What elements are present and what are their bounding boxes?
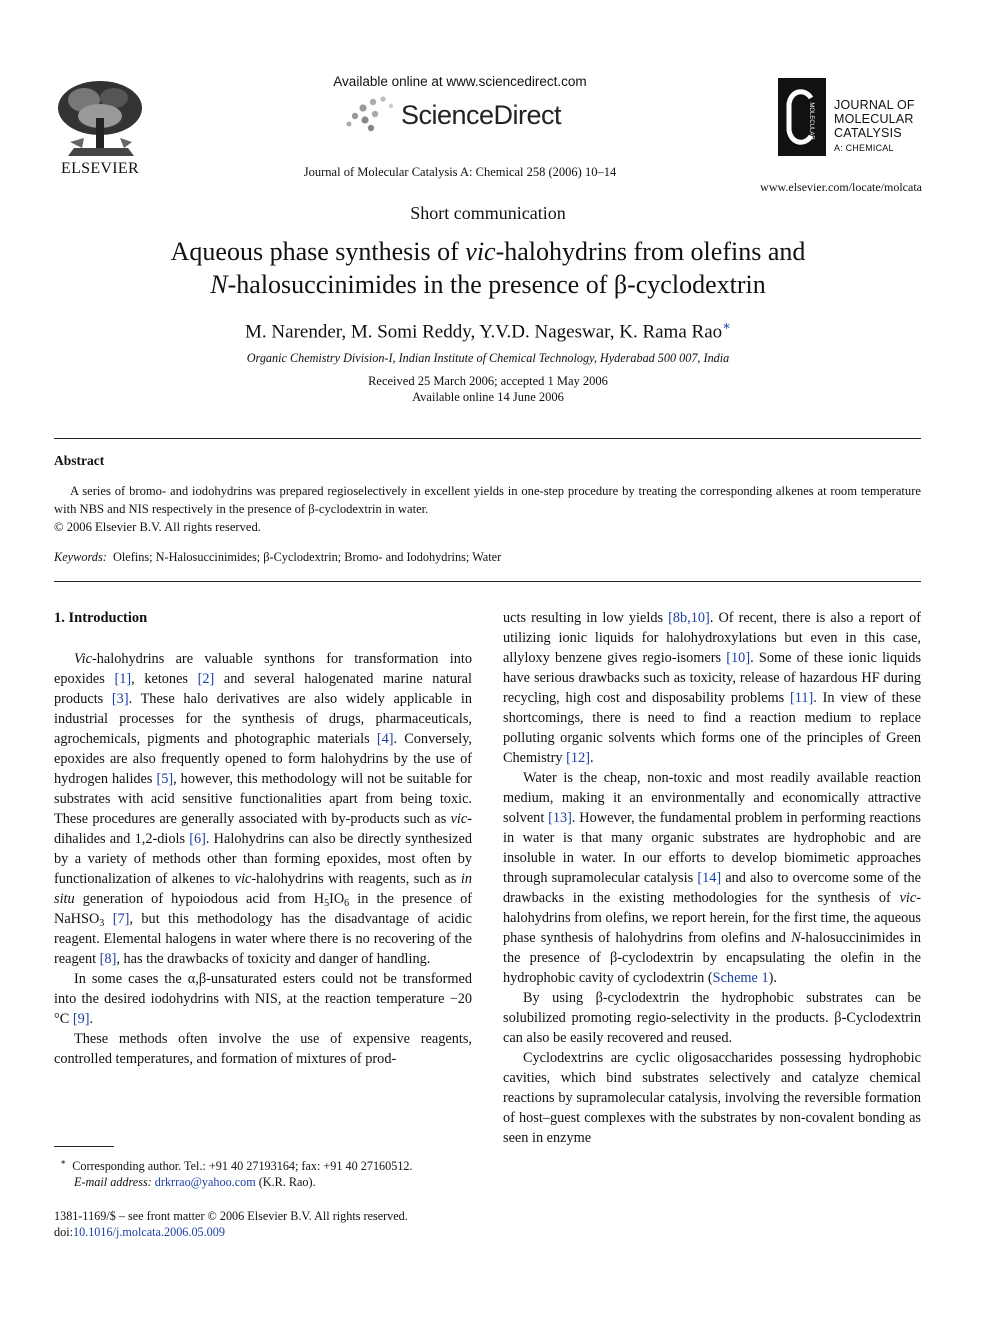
article-title	[0, 235, 976, 301]
citation-link[interactable]: [8]	[99, 951, 117, 967]
journal-c-icon	[781, 82, 821, 152]
paragraph: By using β-cyclodextrin the hydrophobic substrates can be solubilized promoting regio-selectivity in the products. β-Cyclodextrin can also be easily recovered and reused.	[503, 990, 921, 1046]
abstract-heading: Abstract	[54, 453, 105, 468]
keywords	[54, 550, 501, 565]
citation-link[interactable]: [14]	[697, 870, 722, 886]
abstract-text	[54, 482, 921, 536]
footnote-rule	[54, 1146, 114, 1147]
citation-link[interactable]: [4]	[376, 731, 394, 747]
citation-link[interactable]: [6]	[189, 831, 206, 847]
corresponding-author-mark[interactable]: ∗	[722, 318, 731, 333]
footer	[54, 1208, 408, 1240]
journal-logo-line: JOURNAL OF	[834, 98, 915, 112]
received-dates: Received 25 March 2006; accepted 1 May 2006	[368, 374, 608, 388]
issn-line: 1381-1169/$ – see front matter © 2006 Elsevier B.V. All rights reserved.	[54, 1209, 408, 1223]
citation-link[interactable]: [7]	[112, 911, 130, 927]
publisher-name: ELSEVIER	[61, 160, 139, 177]
citation-link[interactable]: [3]	[111, 691, 129, 707]
journal-citation: Journal of Molecular Catalysis A: Chemical 258 (2006) 10–14	[303, 165, 617, 179]
divider	[54, 438, 921, 439]
citation-link[interactable]: [1]	[114, 671, 132, 687]
available-online: Available online at www.sciencedirect.com	[333, 74, 587, 89]
footnote	[60, 1154, 413, 1190]
paragraph: Cyclodextrins are cyclic oligosaccharides possessing hydrophobic cavities, which bind substrates selectively and catalyze chemical reactions by supramolecular catalysis, involving the reversible formation of host–guest complexes with the substrates by non-covalent bonding as seen in enzyme	[503, 1050, 921, 1146]
online-date: Available online 14 June 2006	[412, 390, 564, 404]
elsevier-logo	[54, 78, 146, 178]
scheme-link[interactable]: Scheme 1	[712, 970, 769, 986]
journal-logo-box	[778, 78, 826, 156]
paragraph: ucts resulting in low yields [8b,10]. Of recent, there is also a report of utilizing ionic liquids for halohydroxylations but even in this case, allyloxy benzene gives regio-isomers [10]. Some of these ionic liquids have serious drawbacks such as toxicity, release of hazardous HF during recycling, high cost and disposability problems [11]. In view of these shortcomings, there is need to find a reaction medium to replace polluting organic solvents which forms one of the principles of Green Chemistry [12].	[503, 610, 922, 766]
paragraph: In some cases the α,β-unsaturated esters could not be transformed into the desired iodohydrins with NIS, at the reaction temperature −20 °C [9].	[54, 971, 472, 1027]
paragraph: Water is the cheap, non-toxic and most readily available reaction medium, making it an environmentally and economically attractive solvent [13]. However, the fundamental problem in performing reactions in water is that many organic substrates are hydrophobic and are insoluble in water. In our efforts to develop biomimetic approaches through supramolecular catalysis [14] and also to overcome some of the drawbacks in the existing methodologies for the synthesis of vic-halohydrins from olefins, we report herein, for the first time, the aqueous phase synthesis of halohydrins from olefins and N-halosuccinimides in the presence of β-cyclodextrin by encapsulating the olefin in the hydrophobic cavity of cyclodextrin (Scheme 1).	[503, 770, 921, 986]
article-type: Short communication	[410, 203, 566, 223]
citation-link[interactable]: [2]	[197, 671, 215, 687]
author-list: M. Narender, M. Somi Reddy, Y.V.D. Nageswar, K. Rama Rao∗	[245, 318, 731, 343]
citation-link[interactable]: [5]	[156, 771, 174, 787]
email-footnote: E-mail address: drkrrao@yahoo.com (K.R. Rao).	[74, 1175, 316, 1190]
citation-link[interactable]: [9]	[72, 1011, 90, 1027]
journal-logo-line: MOLECULAR	[834, 112, 914, 126]
paragraph: Vic-halohydrins are valuable synthons for transformation into epoxides [1], ketones [2] and several halogenated marine natural products [3]. These halo derivatives are also widely applicable in industrial processes for the synthesis of drugs, pharmaceuticals, agrochemicals, pigments and photographic materials [4]. Conversely, epoxides are also frequently opened to form halohydrins by the use of hydrogen halides [5], however, this methodology will not be suitable for substrates with acid sensitive functionalities apart from being toxic. These procedures are generally associated with by-products such as vic-dihalides and 1,2-diols [6]. Halohydrins can also be directly synthesized by a variety of methods other than forming epoxides, most often by functionalization of alkenes to vic-halohydrins with reagents, such as in situ generation of hypoiodous acid from $H_5IO_6$ in the presence of NaHSO$_3$ [7], but this methodology has the disadvantage of acidic reagent. Elemental halogens in water where there is no recovering of the reagent [8], has the drawbacks of toxicity and danger of handling.	[54, 651, 473, 967]
paragraph: These methods often involve the use of expensive reagents, controlled temperatures, and formation of mixtures of prod-	[54, 1031, 472, 1067]
elsevier-tree-icon	[54, 78, 146, 160]
left-column	[54, 608, 472, 1069]
citation-link[interactable]: [11]	[789, 690, 814, 706]
corresponding-footnote: ∗ Corresponding author. Tel.: +91 40 27193164; fax: +91 40 27160512.	[60, 1157, 413, 1174]
divider	[54, 581, 921, 582]
citation-link[interactable]: [12]	[566, 750, 590, 766]
journal-logo-line: CATALYSIS	[834, 126, 902, 140]
section-heading: 1. Introduction	[54, 610, 148, 626]
citation-link[interactable]: [13]	[548, 810, 572, 826]
sciencedirect-dots-icon	[343, 94, 401, 134]
journal-logo-subtitle: A: CHEMICAL	[834, 143, 894, 153]
keywords-label: Keywords:	[54, 550, 107, 564]
email-link[interactable]: drkrrao@yahoo.com	[154, 1175, 256, 1190]
journal-logo-vertical: MOLECULAR	[808, 102, 814, 140]
doi-link[interactable]: 10.1016/j.molcata.2006.05.009	[72, 1225, 225, 1239]
keywords-list: Olefins; N-Halosuccinimides; β-Cyclodextrin; Bromo- and Iodohydrins; Water	[112, 550, 502, 564]
citation-link[interactable]: [10]	[726, 650, 751, 666]
journal-url[interactable]: www.elsevier.com/locate/molcata	[760, 180, 922, 194]
journal-logo	[778, 78, 922, 158]
right-column	[503, 608, 921, 1148]
sciencedirect-logo	[343, 94, 583, 134]
sciencedirect-wordmark: ScienceDirect	[401, 100, 562, 130]
affiliation: Organic Chemistry Division-I, Indian Institute of Chemical Technology, Hyderabad 500 007, India	[246, 351, 730, 365]
journal-logo-title	[834, 98, 915, 155]
citation-link[interactable]: [8b,10]	[668, 610, 710, 626]
doi-line: doi:10.1016/j.molcata.2006.05.009	[54, 1225, 225, 1239]
abstract-copyright: © 2006 Elsevier B.V. All rights reserved.	[54, 520, 261, 534]
title-line-1: Aqueous phase synthesis of vic-halohydrins from olefins and	[170, 237, 806, 266]
abstract-body: A series of bromo- and iodohydrins was prepared regioselectively in excellent yields in one-step procedure by treating the corresponding alkenes at room temperature with NBS and NIS respectively in the presence of β-cyclodextrin in water.	[54, 484, 921, 516]
title-line-2: N-halosuccinimides in the presence of β-cyclodextrin	[210, 270, 766, 299]
